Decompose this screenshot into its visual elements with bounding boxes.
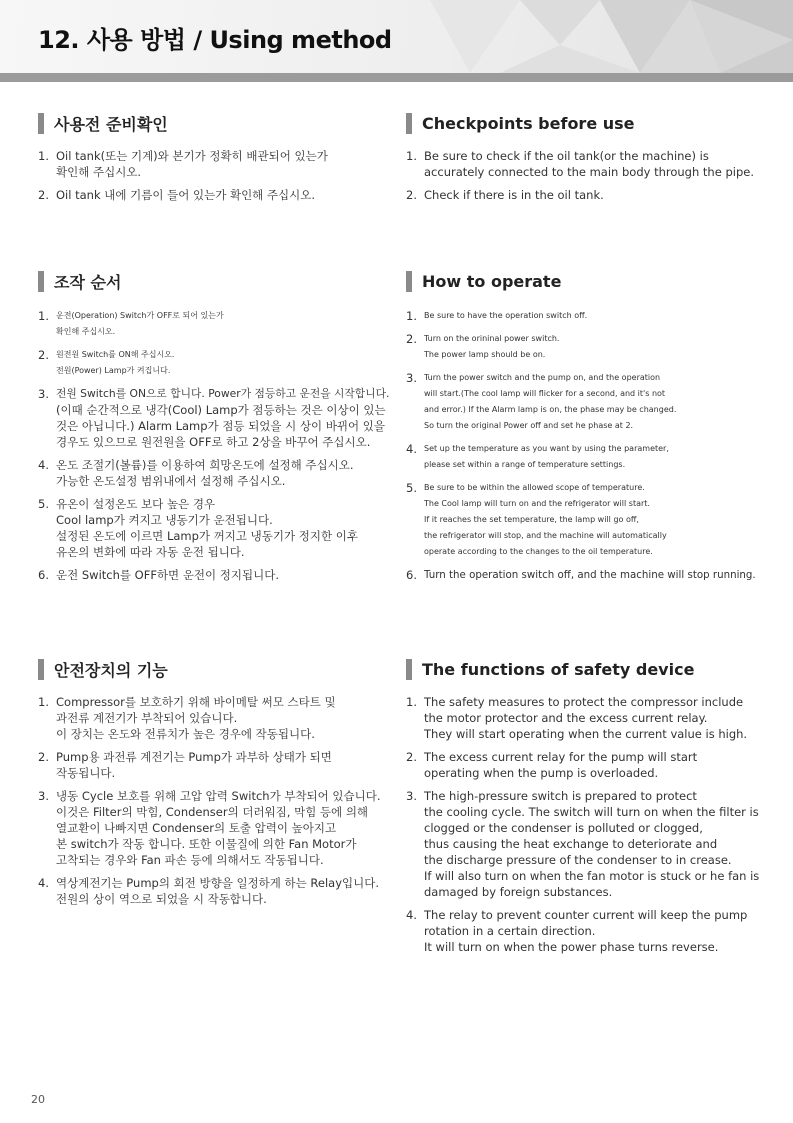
item-number: 1.: [38, 149, 49, 163]
item-text-line: They will start operating when the current value is high.: [424, 727, 748, 741]
list-item: [38, 749, 381, 781]
list-item: [38, 496, 389, 560]
list-item: [38, 875, 381, 907]
item-text-line: Pump용 과전류 계전기는 Pump가 과부하 상태가 되면: [56, 750, 332, 764]
item-text-line: 온도 조절기(볼륨)를 이용하여 희망온도에 설정해 주십시오.: [56, 458, 354, 472]
section-heading: [38, 112, 168, 134]
item-number: 4.: [406, 442, 417, 456]
item-text-line: Be sure to have the operation switch off.: [424, 311, 588, 320]
list-item: [406, 907, 759, 955]
list-item: [406, 694, 759, 742]
item-text-line: 본 switch가 작동 합니다. 또한 이물질에 의한 Fan Motor가: [56, 837, 357, 851]
item-text-line: If it reaches the set temperature, the lamp will go off,: [424, 515, 639, 524]
item-text-line: please set within a range of temperature settings.: [424, 460, 626, 469]
list-item: [38, 694, 381, 742]
item-text-line: Compressor를 보호하기 위해 바이메탈 써모 스타트 및: [56, 695, 336, 709]
item-text-line: 역상계전기는 Pump의 회전 방향을 일정하게 하는 Relay입니다.: [56, 876, 379, 890]
item-text-line: operating when the pump is overloaded.: [424, 766, 659, 780]
list-item: [38, 148, 328, 180]
item-number: 1.: [38, 309, 49, 323]
item-text-line: 것은 아닙니다.) Alarm Lamp가 점등 되었을 시 상이 바뀌어 있을: [56, 419, 386, 433]
item-text-line: Cool lamp가 켜지고 냉동기가 운전됩니다.: [56, 513, 273, 527]
list-item: [38, 308, 389, 340]
item-number: 4.: [38, 458, 49, 472]
item-number: 3.: [38, 387, 49, 401]
item-text-line: 과전류 계전기가 부착되어 있습니다.: [56, 711, 238, 725]
item-text-line: Turn on the orininal power switch.: [424, 334, 560, 343]
item-number: 2.: [38, 750, 49, 764]
item-text-line: 설정된 온도에 이르면 Lamp가 꺼지고 냉동기가 정지한 이후: [56, 529, 358, 543]
item-text-line: So turn the original Power off and set he phase at 2.: [424, 421, 634, 430]
section-heading: [406, 270, 561, 292]
item-number: 2.: [38, 188, 49, 202]
item-text-line: Turn the operation switch off, and the machine will stop running.: [424, 569, 756, 581]
item-number: 4.: [38, 876, 49, 890]
item-text-line: 유온의 변화에 따라 자동 운전 됩니다.: [56, 545, 245, 559]
item-number: 3.: [406, 371, 417, 385]
item-text-line: 전원 Switch를 ON으로 합니다. Power가 점등하고 운전을 시작합니다.: [56, 387, 390, 400]
item-list: [38, 148, 328, 210]
item-text-line: 운전(Operation) Switch가 OFF로 되어 있는가: [56, 311, 224, 320]
item-text-line: 유온이 설정온도 보다 높은 경우: [56, 497, 216, 511]
item-number: 5.: [38, 497, 49, 511]
item-number: 5.: [406, 481, 417, 495]
item-number: 2.: [406, 188, 417, 202]
item-text-line: The power lamp should be on.: [424, 350, 546, 359]
item-text-line: The high-pressure switch is prepared to protect: [424, 789, 697, 803]
item-text-line: 원전원 Switch를 ON해 주십시오.: [56, 350, 175, 359]
item-text-line: 전원(Power) Lamp가 켜집니다.: [56, 366, 171, 375]
item-text-line: the discharge pressure of the condenser to in crease.: [424, 853, 732, 867]
item-text-line: 확인해 주십시오.: [56, 327, 116, 336]
page-header: [0, 0, 793, 82]
item-text-line: 냉동 Cycle 보호를 위해 고압 압력 Switch가 부착되어 있습니다.: [56, 789, 381, 803]
section-title: How to operate: [422, 271, 562, 291]
item-text-line: Check if there is in the oil tank.: [424, 188, 604, 202]
item-number: 6.: [406, 568, 417, 582]
list-item: [38, 567, 389, 583]
item-list: [406, 148, 754, 210]
item-text-line: 열교환이 나빠지면 Condenser의 토출 압력이 높아지고: [56, 821, 337, 835]
heading-marker: [38, 659, 44, 680]
item-number: 1.: [406, 695, 417, 709]
item-text-line: The safety measures to protect the compressor include: [424, 695, 744, 709]
item-number: 2.: [406, 332, 417, 346]
item-text-line: 전원의 상이 역으로 되었을 시 작동합니다.: [56, 892, 267, 906]
list-item: [406, 480, 756, 560]
section-title: 안전장치의 기능: [54, 660, 168, 680]
item-text-line: the motor protector and the excess current relay.: [424, 711, 708, 725]
item-number: 1.: [38, 695, 49, 709]
item-number: 6.: [38, 568, 49, 582]
list-item: [38, 187, 328, 203]
item-text-line: thus causing the heat exchange to deteriorate and: [424, 837, 718, 851]
item-text-line: 운전 Switch를 OFF하면 운전이 정지됩니다.: [56, 568, 279, 582]
item-number: 1.: [406, 149, 417, 163]
item-number: 4.: [406, 908, 417, 922]
section-title: 사용전 준비확인: [54, 114, 168, 134]
heading-marker: [406, 113, 412, 134]
section-heading: [38, 270, 121, 292]
item-text-line: rotation in a certain direction.: [424, 924, 596, 938]
item-list: [38, 308, 389, 590]
list-item: [406, 567, 756, 583]
section-title: Checkpoints before use: [422, 113, 635, 133]
list-item: [38, 457, 389, 489]
page-title: 12. 사용 방법 / Using method: [38, 26, 392, 54]
list-item: [406, 148, 754, 180]
list-item: [406, 308, 756, 324]
item-text-line: The excess current relay for the pump will start: [424, 750, 698, 764]
item-text-line: and error.) If the Alarm lamp is on, the phase may be changed.: [424, 405, 677, 414]
item-text-line: Be sure to check if the oil tank(or the machine) is: [424, 149, 709, 163]
item-text-line: If will also turn on when the fan motor is stuck or he fan is: [424, 869, 760, 883]
item-number: 3.: [38, 789, 49, 803]
section-heading: [406, 658, 694, 680]
item-text-line: Be sure to be within the allowed scope of temperature.: [424, 483, 645, 492]
item-text-line: The relay to prevent counter current will keep the pump: [424, 908, 748, 922]
item-list: [38, 694, 381, 914]
item-list: [406, 308, 756, 590]
item-text-line: 확인해 주십시오.: [56, 165, 142, 179]
item-text-line: will start.(The cool lamp will flicker for a second, and it's not: [424, 389, 666, 398]
item-text-line: 이 장치는 온도와 전류치가 높은 경우에 작동됩니다.: [56, 727, 315, 741]
item-text-line: (이때 순간적으로 냉각(Cool) Lamp가 점등하는 것은 이상이 있는: [56, 403, 386, 417]
item-text-line: Turn the power switch and the pump on, and the operation: [424, 373, 661, 382]
item-number: 2.: [38, 348, 49, 362]
list-item: [38, 347, 389, 379]
item-text-line: Set up the temperature as you want by using the parameter,: [424, 444, 669, 453]
item-text-line: the refrigerator will stop, and the machine will automatically: [424, 531, 667, 540]
item-number: 1.: [406, 309, 417, 323]
header-bar: [0, 73, 793, 82]
item-text-line: the cooling cycle. The switch will turn on when the filter is: [424, 805, 759, 819]
item-number: 3.: [406, 789, 417, 803]
item-text-line: 작동됩니다.: [56, 766, 116, 780]
item-text-line: The Cool lamp will turn on and the refrigerator will start.: [424, 499, 650, 508]
section-heading: [38, 658, 168, 680]
item-text-line: 경우도 있으므로 원전원을 OFF로 하고 2상을 바꾸어 주십시오.: [56, 435, 371, 449]
item-text-line: 고착되는 경우와 Fan 파손 등에 의해서도 작동됩니다.: [56, 853, 324, 867]
list-item: [406, 788, 759, 900]
heading-marker: [38, 271, 44, 292]
section-title: The functions of safety device: [422, 659, 695, 679]
item-number: 2.: [406, 750, 417, 764]
item-text-line: accurately connected to the main body through the pipe.: [424, 165, 754, 179]
heading-marker: [38, 113, 44, 134]
item-text-line: Oil tank(또는 기계)와 본기가 정확히 배관되어 있는가: [56, 149, 328, 163]
list-item: [38, 386, 389, 450]
heading-marker: [406, 659, 412, 680]
item-text-line: clogged or the condenser is polluted or clogged,: [424, 821, 703, 835]
item-text-line: operate according to the changes to the oil temperature.: [424, 547, 653, 556]
list-item: [406, 441, 756, 473]
item-text-line: It will turn on when the power phase turns reverse.: [424, 940, 719, 954]
section-heading: [406, 112, 635, 134]
heading-marker: [406, 271, 412, 292]
list-item: [406, 749, 759, 781]
item-text-line: damaged by foreign substances.: [424, 885, 613, 899]
item-text-line: 가능한 온도설정 범위내에서 설정해 주십시오.: [56, 474, 286, 488]
list-item: [406, 187, 754, 203]
item-text-line: 이것은 Filter의 막힘, Condenser의 더러워짐, 막힘 등에 의해: [56, 805, 369, 819]
page-number: 20: [31, 1093, 45, 1106]
item-text-line: Oil tank 내에 기름이 들어 있는가 확인해 주십시오.: [56, 188, 316, 202]
list-item: [406, 331, 756, 363]
section-title: 조작 순서: [54, 272, 122, 292]
list-item: [406, 370, 756, 434]
item-list: [406, 694, 759, 962]
list-item: [38, 788, 381, 868]
